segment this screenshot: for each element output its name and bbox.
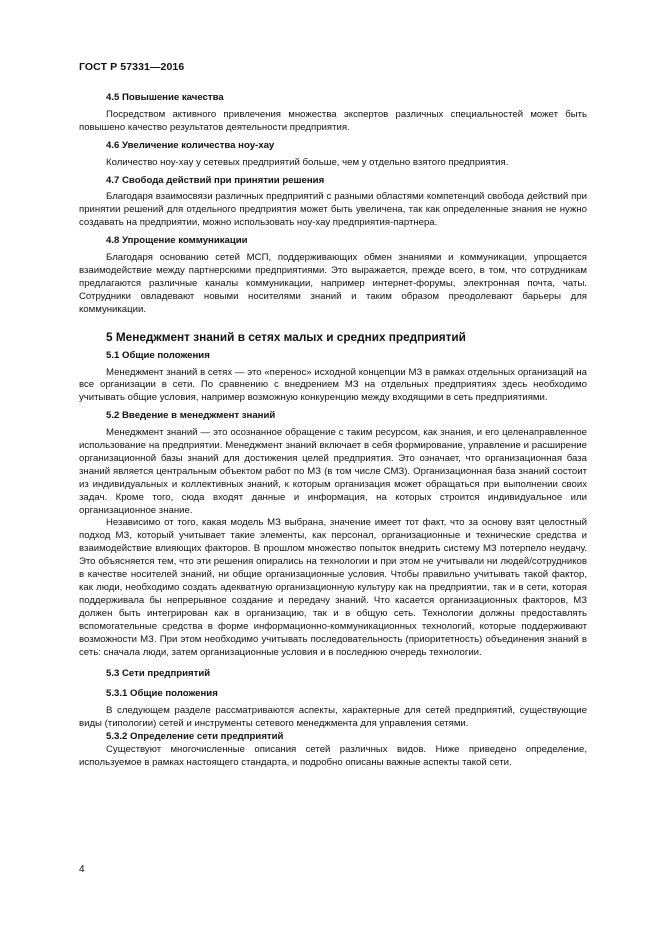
- standard-header: ГОСТ Р 57331—2016: [79, 61, 185, 73]
- paragraph: В следующем разделе рассматриваются аспекты, характерные для сетей предприятий, существующие виды (типологии) сетей и инструменты сетевого менеджмента для управления сетями.: [79, 705, 587, 730]
- paragraph: Менеджмент знаний в сетях — это «перенос» исходной концепции МЗ в рамках отдельных организаций на все организации в сети. По сравнению с внедрением МЗ на отдельных предприятиях здесь необходимо учитывать общие условия, например возможную конкуренцию между входящими в сеть предприятиями.: [79, 366, 587, 404]
- section-heading-4-5: 4.5 Повышение качества: [106, 92, 224, 103]
- section-heading-5-3-2: 5.3.2 Определение сети предприятий: [106, 731, 284, 743]
- section-heading-5-2: 5.2 Введение в менеджмент знаний: [106, 410, 276, 422]
- paragraph: Благодаря взаимосвязи различных предприятий с разными областями компетенций свобода действий при принятии решений для отдельного предприятия может быть увеличена, так как определенные знания не нужно создавать на предприятии, можно использовать ноу-хау предприятия-партнера.: [79, 191, 587, 229]
- page-number: 4: [79, 864, 85, 875]
- section-heading-4-7: 4.7 Свобода действий при принятии решения: [106, 174, 325, 186]
- paragraph: Посредством активного привлечения множества экспертов различных специальностей может быть повышено качество результатов деятельности предприятия.: [79, 108, 587, 133]
- paragraph: Менеджмент знаний — это осознанное обращение с таким ресурсом, как знания, и его целенаправленное использование на предприятии. Менеджмент знаний включает в себя формирование, управление и расширение организационной базы знаний для достижения целей предприятия. Это означает, что организационная база знаний является центральным объектом работ по МЗ (в том числе СМЗ). Организационная база знаний состоит из индивидуальных и коллективных знаний, к которым организация может обращаться при выполнении своих задач. Кроме того, сюда входят данные и информация, на которых строится индивидуальное или организационное знание.: [79, 427, 587, 516]
- document-body: [79, 92, 587, 775]
- section-heading-5-3: 5.3 Сети предприятий: [106, 668, 211, 680]
- paragraph: Количество ноу-хау у сетевых предприятий больше, чем у отдельно взятого предприятия.: [106, 156, 509, 168]
- section-heading-5-3-1: 5.3.1 Общие положения: [106, 688, 218, 700]
- section-heading-5-1: 5.1 Общие положения: [106, 349, 210, 361]
- chapter-heading-5: 5 Менеджмент знаний в сетях малых и средних предприятий: [106, 329, 466, 344]
- paragraph: Существуют многочисленные описания сетей различных видов. Ниже приведено определение, используемое в рамках настоящего стандарта, и подробно описаны важные аспекты такой сети.: [79, 743, 587, 768]
- section-heading-4-8: 4.8 Упрощение коммуникации: [106, 235, 248, 247]
- section-heading-4-6: 4.6 Увеличение количества ноу-хау: [106, 139, 275, 151]
- paragraph: Независимо от того, какая модель МЗ выбрана, значение имеет тот факт, что за основу взят целостный подход МЗ, который учитывает такие элементы, как персонал, организационные и технические средства и взаимодействие влияющих факторов. В прошлом множество попыток внедрить систему МЗ потерпело неудачу. Это объясняется тем, что эти решения опирались на технологии и при этом не учитывали ни людей/сотрудников в качестве носителей знаний, ни общие организационные условия. Чтобы правильно учитывать такой фактор, как люди, необходимо создать адекватную организационную культуру как на предприятии, так и в сети, которая поддерживала бы непрерывное создание и передачу знаний. Что касается организационных факторов, МЗ должен быть интегрирован как в организацию, так и в общую сеть. Технологии должны предоставлять вспомогательные средства в форме информационно-коммуникационных технологий, которые поддерживают возможности МЗ. При этом необходимо учитывать последовательность (приоритетность) объединения знаний в сеть: сначала люди, затем организационные условия и в последнюю очередь технологии.: [79, 517, 587, 658]
- paragraph: Благодаря основанию сетей МСП, поддерживающих обмен знаниями и коммуникации, упрощается взаимодействие между партнерскими предприятиями. Это выражается, прежде всего, в том, что сотрудникам предлагаются различные каналы коммуникации, например интернет-форумы, электронная почта, чаты. Сотрудники овладевают новыми носителями знаний и таким образом преодолевают барьеры для коммуникации.: [79, 252, 587, 315]
